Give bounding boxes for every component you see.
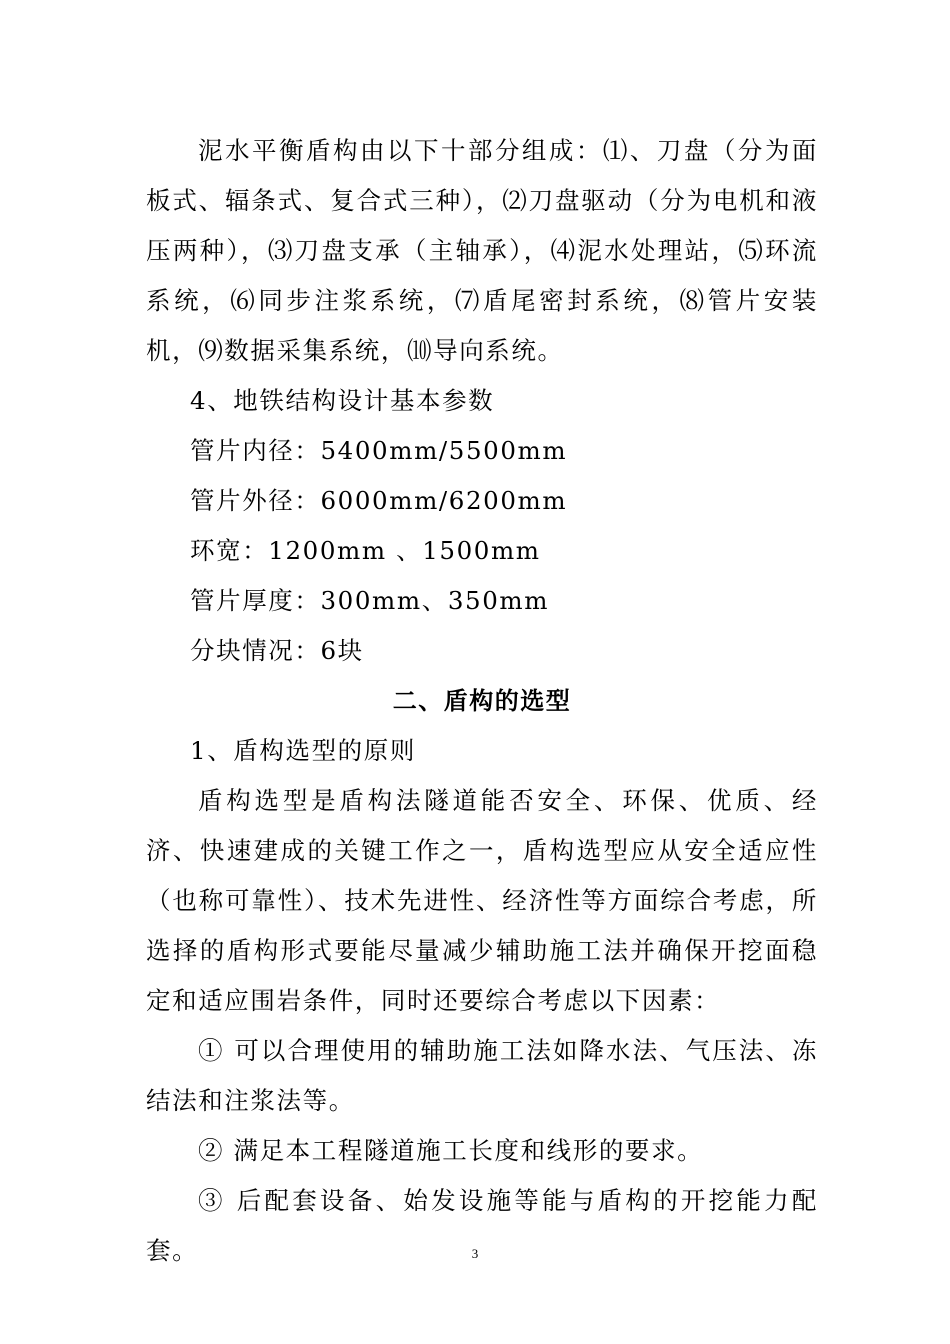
param-inner-diameter: 管片内径：5400mm/5500mm — [190, 436, 568, 465]
param-ring-width: 环宽：1200mm 、1500mm — [190, 536, 541, 565]
composition-paragraph: 泥水平衡盾构由以下十部分组成：⑴、刀盘（分为面板式、辐条式、复合式三种），⑵刀盘驱动（分为电机和液压两种），⑶刀盘支承（主轴承），⑷泥水处理站，⑸环流系统，⑹同步注浆系统，⑺盾尾密封系统，⑻管片安装机，⑼数据采集系统，⑽导向系统。 — [146, 136, 818, 365]
factor-item-1: ① 可以合理使用的辅助施工法如降水法、气压法、冻结法和注浆法等。 — [146, 1036, 818, 1115]
factor-item-2: ② 满足本工程隧道施工长度和线形的要求。 — [198, 1136, 704, 1165]
subsection-1-title: 1、盾构选型的原则 — [190, 736, 416, 765]
param-outer-diameter: 管片外径：6000mm/6200mm — [190, 486, 568, 515]
section-heading: 二、盾构的选型 — [392, 687, 572, 715]
param-thickness: 管片厚度：300mm、350mm — [190, 586, 550, 615]
factor-item-3: ③ 后配套设备、始发设施等能与盾构的开挖能力配套。 — [146, 1186, 818, 1265]
page-number: 3 — [471, 1246, 479, 1261]
section-4-title: 4、地铁结构设计基本参数 — [190, 386, 495, 415]
param-segments: 分块情况：6块 — [190, 636, 364, 665]
document-body — [146, 126, 818, 1276]
principle-paragraph: 盾构选型是盾构法隧道能否安全、环保、优质、经济、快速建成的关键工作之一，盾构选型应从安全适应性（也称可靠性）、技术先进性、经济性等方面综合考虑，所选择的盾构形式要能尽量减少辅助施工法并确保开挖面稳定和适应围岩条件，同时还要综合考虑以下因素： — [146, 786, 818, 1015]
